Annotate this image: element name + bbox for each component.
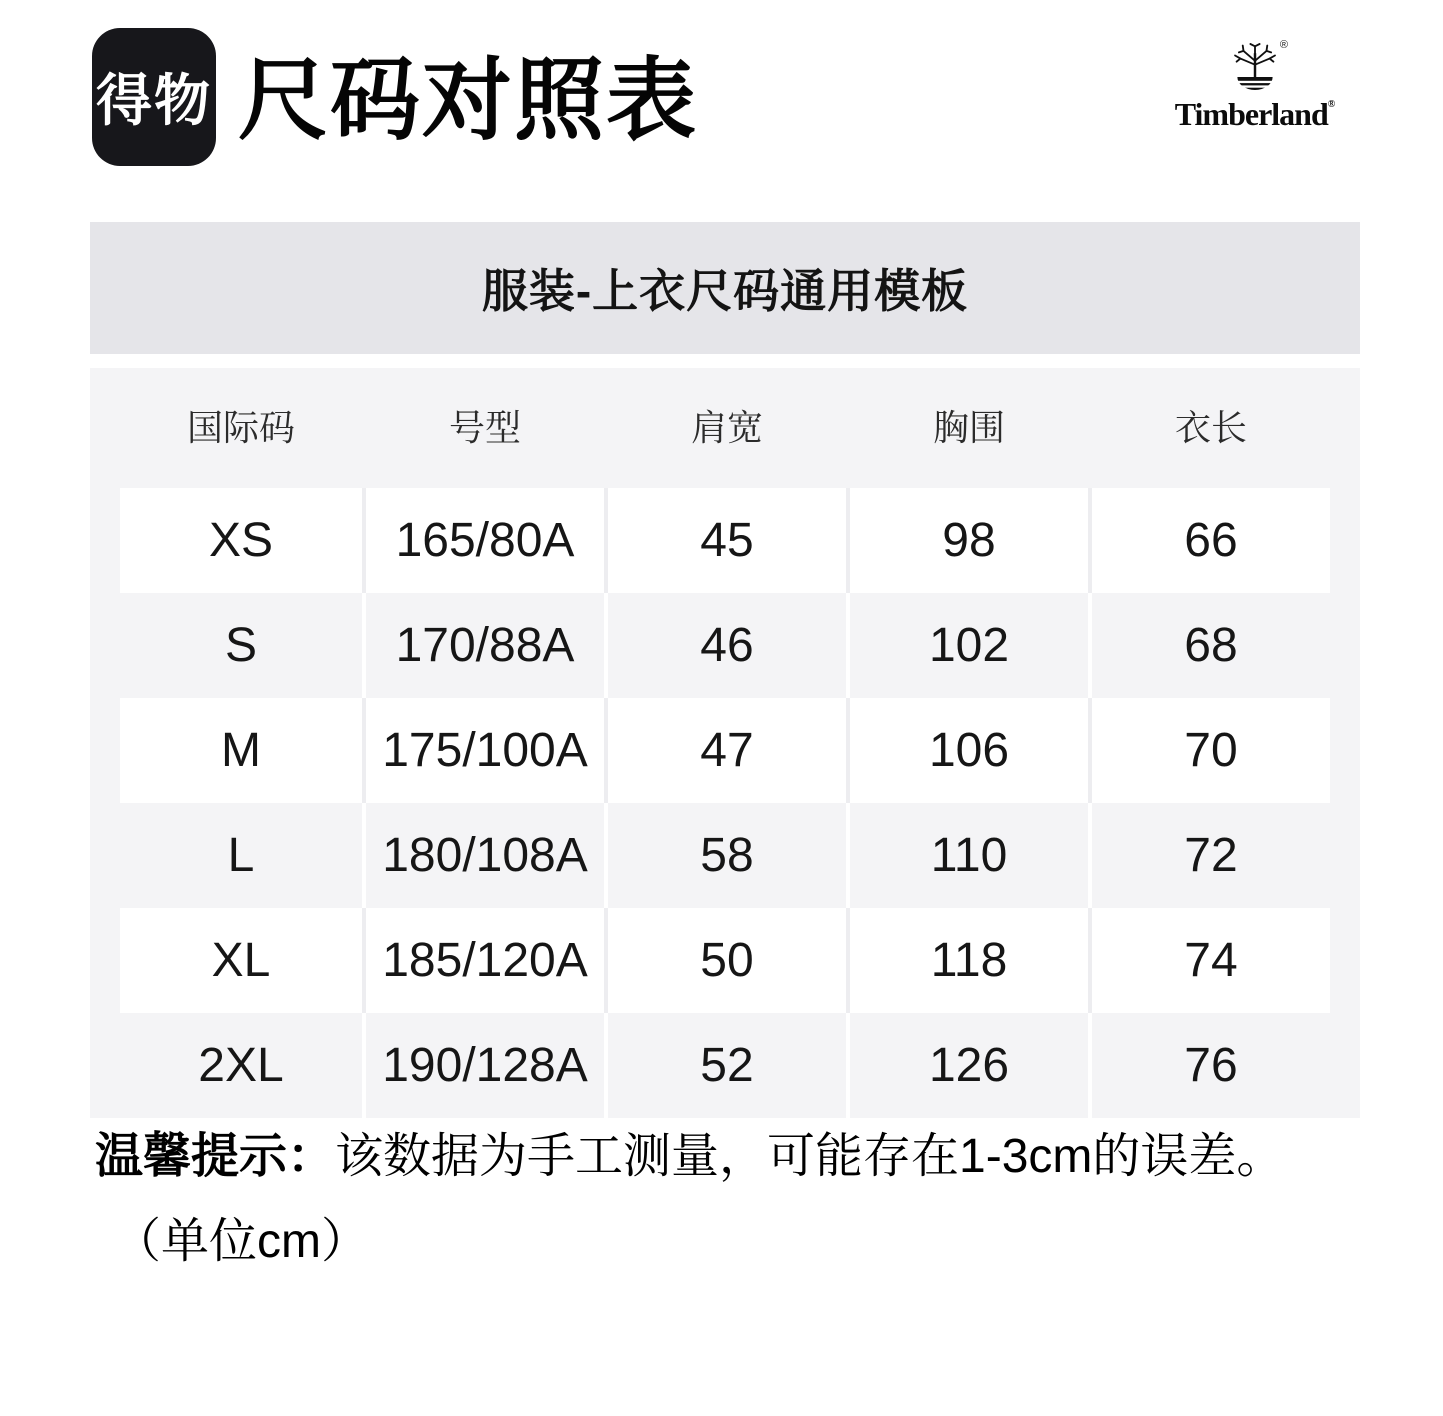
template-banner-title: 服装-上衣尺码通用模板	[481, 265, 969, 317]
cell-shoulder: 52	[604, 1013, 846, 1118]
cell-length: 72	[1088, 803, 1330, 908]
cell-spec: 165/80A	[362, 488, 604, 593]
footnote-label: 温馨提示：	[95, 1130, 336, 1183]
cell-shoulder: 47	[604, 698, 846, 803]
column-header-shoulder: 肩宽	[690, 407, 763, 448]
cell-spec: 190/128A	[362, 1013, 604, 1118]
cell-spec: 180/108A	[362, 803, 604, 908]
brand-lockup	[1153, 39, 1357, 132]
cell-length: 66	[1088, 488, 1330, 593]
cell-size: 2XL	[120, 1013, 362, 1118]
cell-size: S	[120, 593, 362, 698]
cell-chest: 118	[846, 908, 1088, 1013]
table-row-xl	[120, 908, 1330, 1013]
cell-shoulder: 46	[604, 593, 846, 698]
footnote	[95, 1126, 1395, 1272]
brand-wordmark: Timberland®	[1174, 96, 1336, 132]
table-header-row	[120, 368, 1330, 488]
cell-size: XL	[120, 908, 362, 1013]
dewu-logo-text: 得物	[96, 69, 212, 132]
cell-shoulder: 45	[604, 488, 846, 593]
cell-spec: 185/120A	[362, 908, 604, 1013]
cell-length: 70	[1088, 698, 1330, 803]
footnote-text: 该数据为手工测量，可能存在1-3cm的误差。	[335, 1130, 1285, 1183]
registered-mark: ®	[1327, 99, 1336, 110]
cell-size: L	[120, 803, 362, 908]
cell-length: 74	[1088, 908, 1330, 1013]
dewu-logo	[92, 28, 216, 166]
cell-chest: 110	[846, 803, 1088, 908]
cell-chest: 126	[846, 1013, 1088, 1118]
cell-length: 68	[1088, 593, 1330, 698]
cell-spec: 170/88A	[362, 593, 604, 698]
cell-chest: 102	[846, 593, 1088, 698]
cell-chest: 106	[846, 698, 1088, 803]
timberland-tree-icon	[1232, 42, 1278, 92]
cell-length: 76	[1088, 1013, 1330, 1118]
registered-mark: ®	[1279, 39, 1288, 51]
cell-spec: 175/100A	[362, 698, 604, 803]
cell-shoulder: 58	[604, 803, 846, 908]
cell-size: XS	[120, 488, 362, 593]
page-title: 尺码对照表	[238, 51, 698, 151]
cell-size: M	[120, 698, 362, 803]
column-header-intl-size: 国际码	[186, 407, 295, 448]
table-row-m	[120, 698, 1330, 803]
cell-shoulder: 50	[604, 908, 846, 1013]
column-header-chest: 胸围	[932, 407, 1005, 448]
column-header-spec: 号型	[448, 407, 521, 448]
template-banner	[90, 222, 1360, 354]
table-row-2xl	[120, 1013, 1330, 1118]
footnote-unit: （单位cm）	[113, 1215, 369, 1268]
table-row-s	[120, 593, 1330, 698]
column-header-length: 衣长	[1174, 407, 1247, 448]
footnote-measure-note	[95, 1126, 1395, 1188]
table-row-l	[120, 803, 1330, 908]
cell-chest: 98	[846, 488, 1088, 593]
table-row-xs	[120, 488, 1330, 593]
size-table	[90, 368, 1360, 1118]
